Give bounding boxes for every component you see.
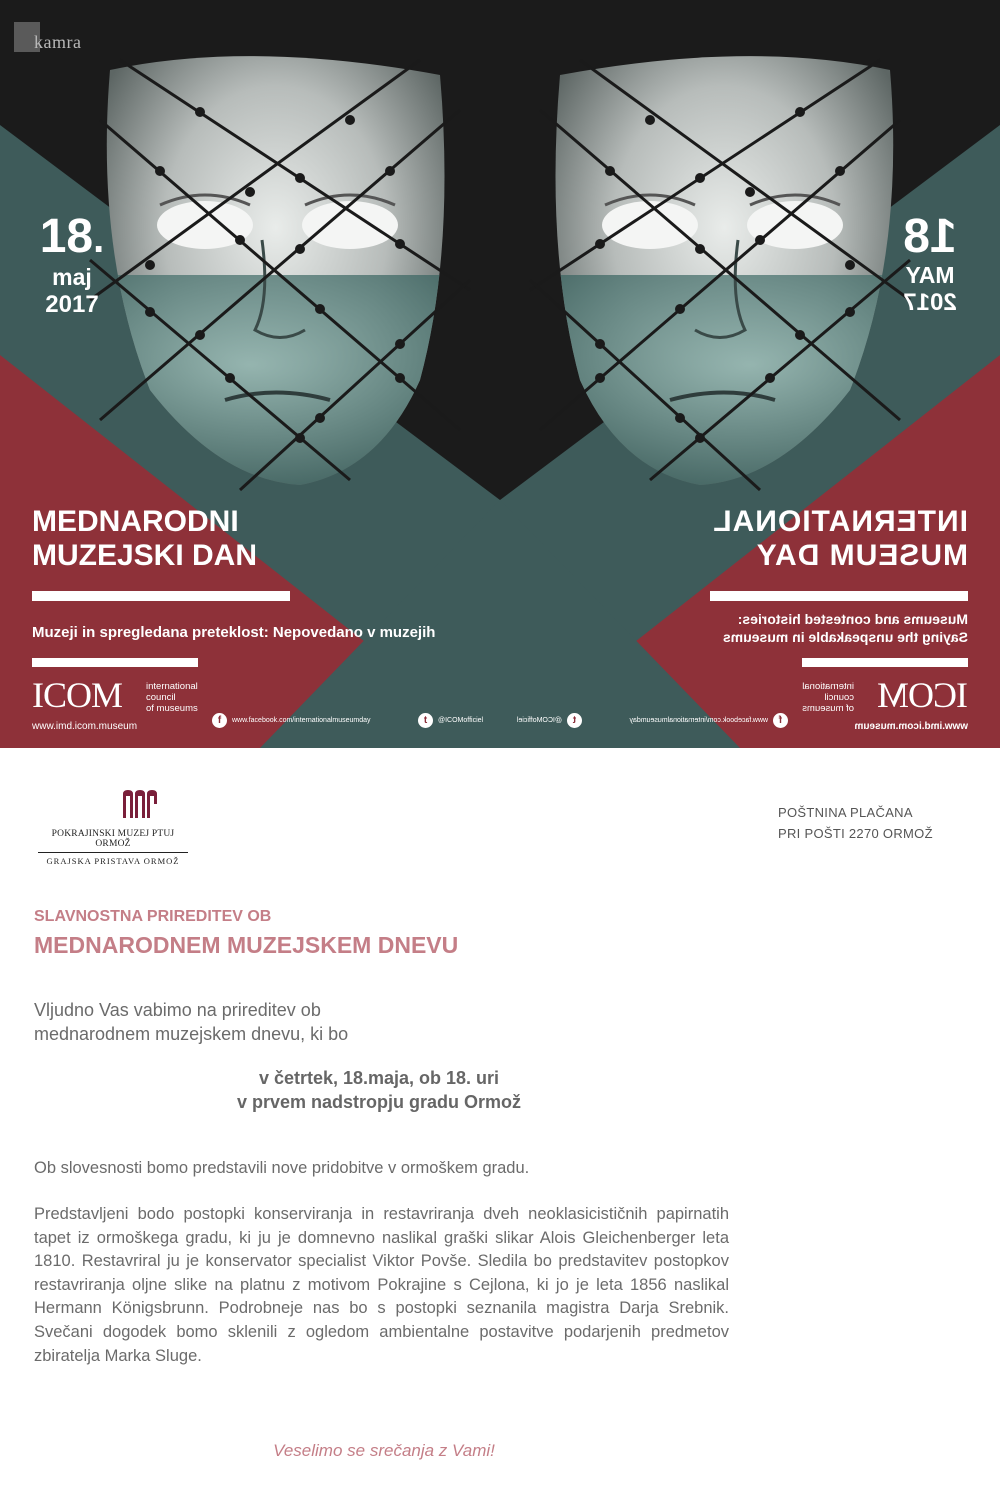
year-left: 2017 — [45, 291, 99, 318]
event-heading: MEDNARODNEM MUZEJSKEM DNEVU — [34, 932, 459, 958]
divider-bar-right-small — [802, 658, 968, 667]
museum-branch: GRAJSKA PRISTAVA ORMOŽ — [46, 856, 180, 866]
icom-sub-line3: of museums — [146, 703, 198, 714]
twitter-handle-right: @ICOMofficiel — [516, 717, 562, 724]
event-date-location — [34, 1066, 724, 1114]
facebook-link-left[interactable] — [212, 713, 371, 728]
event-location: v prvem nadstropju gradu Ormož — [236, 1092, 522, 1112]
twitter-icon: t — [567, 713, 582, 728]
icom-subtitle-left — [146, 681, 198, 714]
paragraph-1: Ob slovesnosti bomo predstavili nove pridobitve v ormoškem gradu. — [34, 1159, 530, 1177]
poster — [0, 0, 1000, 748]
year-right: 2017 — [903, 289, 957, 316]
intro-line1: Vljudno Vas vabimo na prireditev ob — [34, 1000, 321, 1020]
title-right-line2: MUSEUM DAY — [755, 539, 968, 572]
kamra-label: kamra — [34, 32, 82, 52]
postage-line2: PRI POŠTI 2270 ORMOŽ — [778, 826, 933, 841]
icom-logo-right: ICOM — [877, 675, 968, 715]
icom-sub-right-line3: of museums — [802, 703, 854, 714]
divider-bar-left-small — [32, 658, 198, 667]
website-right[interactable]: www.imd.icom.museum — [854, 721, 968, 732]
event-date: v četrtek, 18.maja, ob 18. uri — [258, 1068, 500, 1088]
icom-subtitle-right — [802, 681, 854, 714]
intro-line2: mednarodnem muzejskem dnevu, ki bo — [34, 1024, 349, 1044]
invitation-intro — [34, 998, 454, 1046]
closing-line: Veselimo se srečanja z Vami! — [273, 1441, 495, 1460]
kamra-watermark — [14, 20, 114, 56]
subtitle-right-line2: Saying the unspeakable in museums — [722, 629, 968, 645]
day-left: 18 — [39, 210, 94, 263]
twitter-link-left[interactable] — [418, 713, 483, 728]
title-right-line1: INTERNATIONAL — [712, 505, 968, 538]
day-right: 18 — [903, 210, 957, 263]
icom-logo-left: ICOM — [32, 675, 123, 715]
museum-emblem-icon — [119, 790, 159, 820]
day-dot-left: . — [93, 217, 105, 261]
paragraph-2: Predstavljeni bodo postopki konserviranja in restavriranja dveh neoklasicističnih papirnatih tapet iz ormoškega gradu, ki ju je domnevno naslikal graški slikar Alois Gleichenberger leta 1810. Restavriral ju je konservator specialist Viktor Povše. Sledila bo predstavitev postopkov restavriranja oljne slike na platnu z motivom Pokrajine s Cejlona, ki jo je leta 1856 naslikal Hermann Königsbrunn. Podrobneje nas bo s postopki seznanila magistra Darja Srebnik. Svečani dogodek bomo sklenili z ogledom ambientalne postavitve podarjenih predmetov zbiratelja Marka Sluge. — [34, 1205, 729, 1365]
facebook-url-right: www.facebook.com/internationalmuseumday — [629, 717, 768, 724]
month-right: MAY — [905, 262, 955, 288]
facebook-icon: f — [773, 713, 788, 728]
museum-name: POKRAJINSKI MUZEJ PTUJ ORMOŽ — [38, 829, 188, 853]
twitter-link-right[interactable] — [517, 713, 582, 728]
divider-bar-left — [32, 591, 290, 601]
title-left-line1: MEDNARODNI — [32, 505, 239, 538]
divider-bar-right — [710, 591, 968, 601]
subtitle-right-line1: Museums and contested histories: — [737, 611, 968, 627]
twitter-icon: t — [418, 713, 433, 728]
facebook-link-right[interactable] — [629, 713, 788, 728]
icom-sub-right-line1: international — [802, 681, 854, 692]
website-left[interactable]: www.imd.icom.museum — [32, 721, 138, 732]
poster-subtitle-left: Muzeji in spregledana preteklost: Nepovedano v muzejih — [32, 624, 436, 641]
twitter-handle-left: @ICOMofficiel — [438, 717, 484, 724]
icom-sub-line1: international — [146, 681, 198, 692]
museum-logo — [38, 790, 188, 866]
facebook-url-left: www.facebook.com/internationalmuseumday — [232, 717, 371, 724]
icom-sub-right-line2: council — [824, 692, 854, 703]
poster-title-right — [712, 505, 968, 573]
event-heading-small: SLAVNOSTNA PRIREDITEV OB — [34, 908, 272, 925]
postage-notice — [778, 802, 933, 844]
poster-right-mirrored — [500, 0, 1000, 748]
title-left-line2: MUZEJSKI DAN — [32, 539, 258, 572]
postage-line1: POŠTNINA PLAČANA — [778, 805, 913, 820]
facebook-icon: f — [212, 713, 227, 728]
icom-sub-line2: council — [146, 692, 176, 703]
date-left — [38, 212, 106, 320]
poster-subtitle-right — [723, 610, 968, 646]
poster-title-left — [32, 505, 257, 573]
month-left: maj — [52, 264, 92, 290]
